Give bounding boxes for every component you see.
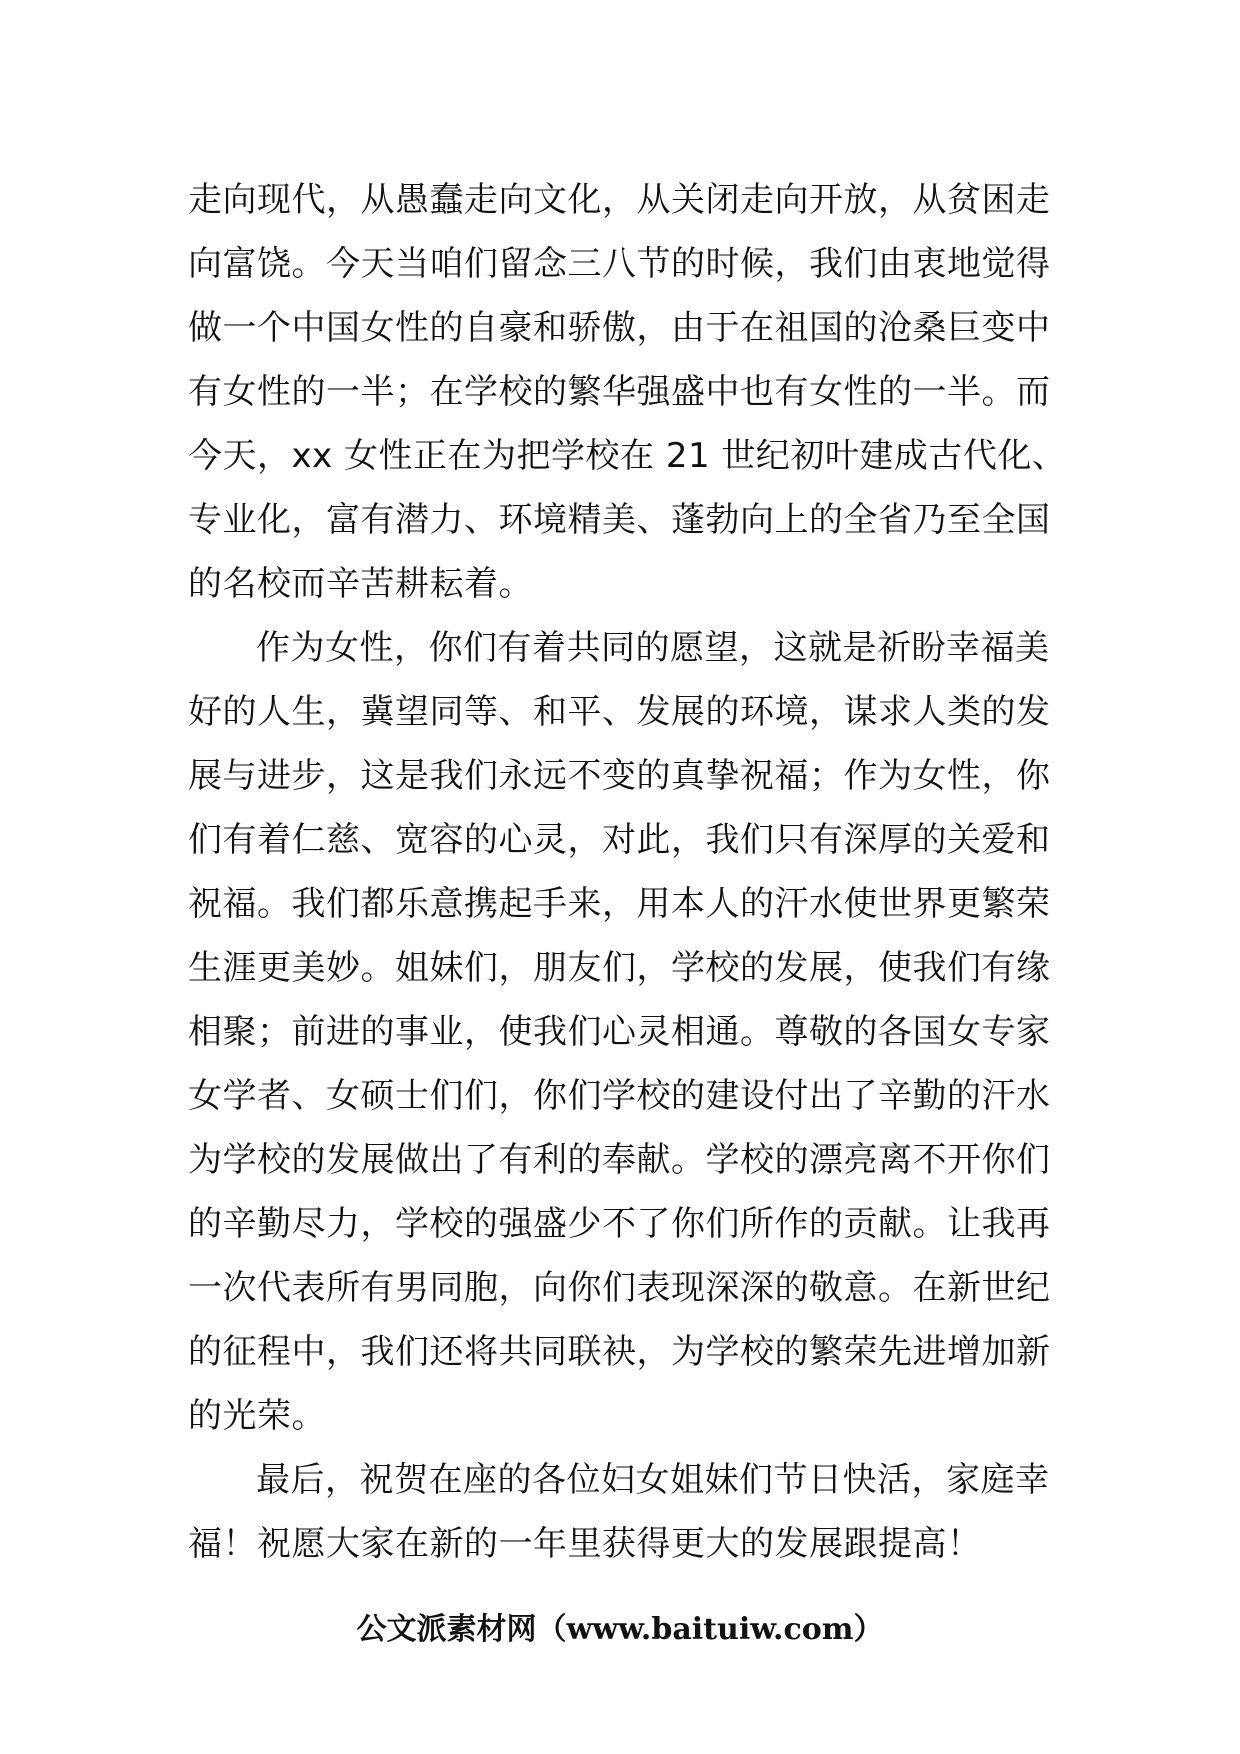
text-line: 们有着仁慈、宽容的心灵，对此，我们只有深厚的关爱和 bbox=[188, 820, 1051, 860]
text-line: 福！祝愿大家在新的一年里获得更大的发展跟提高！ bbox=[188, 1524, 982, 1564]
text-line: 的辛勤尽力，学校的强盛少不了你们所作的贡献。让我再 bbox=[188, 1204, 1051, 1244]
text-line: 走向现代，从愚蠢走向文化，从关闭走向开放，从贫困走 bbox=[188, 180, 1051, 220]
paragraph-start-line: 最后，祝贺在座的各位妇女姐妹们节日快活，家庭幸 bbox=[256, 1460, 1050, 1500]
text-line: 做一个中国女性的自豪和骄傲，由于在祖国的沧桑巨变中 bbox=[188, 308, 1051, 348]
text-line: 一次代表所有男同胞，向你们表现深深的敬意。在新世纪 bbox=[188, 1268, 1051, 1308]
text-line: 祝福。我们都乐意携起手来，用本人的汗水使世界更繁荣 bbox=[188, 884, 1051, 924]
text-line: 的征程中，我们还将共同联袂，为学校的繁荣先进增加新 bbox=[188, 1332, 1051, 1372]
text-line: 展与进步，这是我们永远不变的真挚祝福；作为女性，你 bbox=[188, 756, 1051, 796]
text-line: 女学者、女硕士们们，你们学校的建设付出了辛勤的汗水 bbox=[188, 1076, 1051, 1116]
text-line: 为学校的发展做出了有利的奉献。学校的漂亮离不开你们 bbox=[188, 1140, 1051, 1180]
text-line: 专业化，富有潜力、环境精美、蓬勃向上的全省乃至全国 bbox=[188, 500, 1051, 540]
text-line: 好的人生，冀望同等、和平、发展的环境，谋求人类的发 bbox=[188, 692, 1051, 732]
document-body bbox=[188, 168, 1067, 1576]
text-line: 相聚；前进的事业，使我们心灵相通。尊敬的各国女专家 bbox=[188, 1012, 1051, 1052]
text-line: 有女性的一半；在学校的繁华强盛中也有女性的一半。而 bbox=[188, 372, 1051, 412]
text-line: 向富饶。今天当咱们留念三八节的时候，我们由衷地觉得 bbox=[188, 244, 1051, 284]
text-line: 今天，xx 女性正在为把学校在 21 世纪初叶建成古代化、 bbox=[188, 436, 1067, 476]
footer-source-label: 公文派素材网（www.baituiw.com） bbox=[356, 1612, 884, 1647]
text-line: 的名校而辛苦耕耘着。 bbox=[188, 564, 533, 604]
text-line: 生涯更美妙。姐妹们，朋友们，学校的发展，使我们有缘 bbox=[188, 948, 1051, 988]
paragraph-start-line: 作为女性，你们有着共同的愿望，这就是祈盼幸福美 bbox=[256, 628, 1050, 668]
text-line: 的光荣。 bbox=[188, 1396, 326, 1436]
